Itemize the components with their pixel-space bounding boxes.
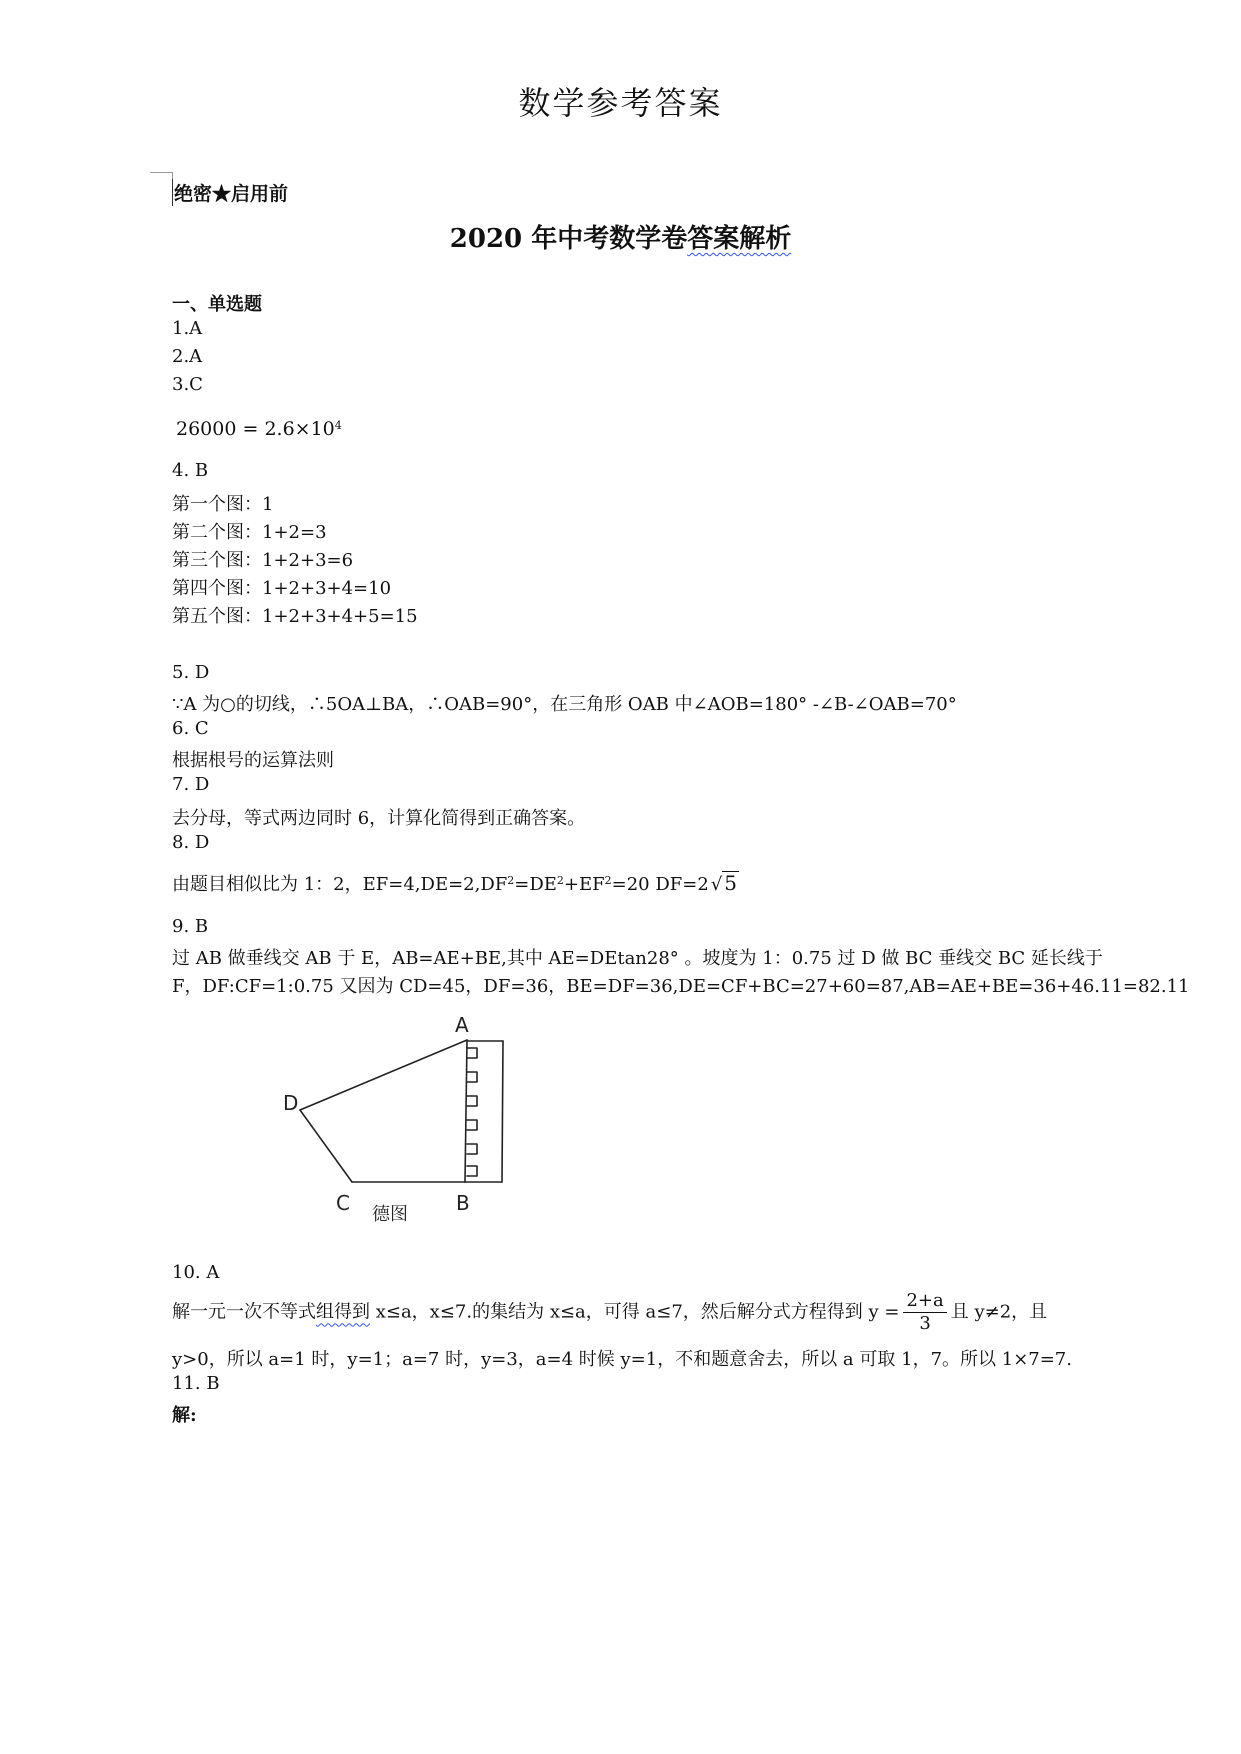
answer-1: 1.A [172, 318, 203, 339]
q8-expl-c: +EF [563, 874, 605, 895]
sqrt-symbol: √ 5 [710, 871, 738, 895]
answer-2: 2.A [172, 346, 203, 367]
q4-line-4: 第四个图：1+2+3+4=10 [172, 578, 392, 599]
q9-explanation-line-2: F，DF:CF=1:0.75 又因为 CD=45，DF=36，BE=DF=36,DE=CF+BC=27+60=87,AB=AE+BE=36+46.11=82.11 [172, 976, 1190, 997]
exam-title [0, 218, 1241, 255]
confidential-label: 绝密★启用前 [172, 179, 288, 206]
formula-q3-main: 26000 = 2.6×10 [176, 418, 335, 440]
q8-sup-1: 2 [507, 874, 515, 887]
answer-10: 10. A [172, 1262, 220, 1283]
tick-marks [467, 1048, 477, 1176]
exam-title-prefix: 2020 年中考数学卷 [449, 224, 688, 254]
formula-q3 [176, 418, 342, 440]
edge-DA [300, 1040, 467, 1110]
q4-line-3: 第三个图：1+2+3=6 [172, 550, 354, 571]
formula-q3-exp: 4 [334, 419, 342, 432]
corner-mark [150, 172, 173, 185]
sqrt-radicand: 5 [724, 871, 738, 895]
edge-AB [465, 1040, 467, 1182]
answer-9: 9. B [172, 916, 209, 937]
answer-8: 8. D [172, 832, 210, 853]
answer-11: 11. B [172, 1373, 220, 1394]
label-A: A [455, 1013, 469, 1037]
fraction-numerator: 2+a [903, 1290, 946, 1313]
q8-sup-2: 2 [556, 874, 564, 887]
q7-explanation: 去分母，等式两边同时 6，计算化简得到正确答案。 [172, 808, 586, 829]
label-B: B [456, 1191, 470, 1215]
q5-explanation: ∵A 为○的切线，∴5OA⊥BA，∴OAB=90°，在三角形 OAB 中∠AOB=180° -∠B-∠OAB=70° [172, 694, 957, 715]
q10-expl-1d: 且 y≠2，且 [950, 1301, 1048, 1323]
edge-DC [300, 1110, 352, 1182]
q8-expl-a: 由题目相似比为 1：2，EF=4,DE=2,DF [172, 874, 508, 895]
q8-sup-3: 2 [604, 874, 612, 887]
label-C: C [336, 1191, 350, 1215]
q10-expl-1c: x≤a，x≤7.的集结为 x≤a，可得 a≤7，然后解分式方程得到 y = [370, 1301, 900, 1323]
q10-expl-1b: 组得到 [316, 1301, 370, 1323]
q4-line-1: 第一个图：1 [172, 494, 274, 515]
q6-explanation: 根据根号的运算法则 [172, 750, 334, 771]
figure-caption: 德图 [372, 1204, 408, 1225]
right-edge [502, 1041, 503, 1182]
label-D: D [283, 1091, 299, 1115]
q8-explanation [172, 870, 739, 896]
answer-7: 7. D [172, 774, 210, 795]
q11-explanation: 解: [172, 1405, 197, 1426]
q9-explanation-line-1: 过 AB 做垂线交 AB 于 E，AB=AE+BE,其中 AE=DEtan28° 。坡度为 1：0.75 过 D 做 BC 垂线交 BC 延长线于 [172, 948, 1103, 969]
answer-6: 6. C [172, 718, 209, 739]
q8-expl-d: =20 DF=2 [611, 874, 709, 895]
q9-sketch-figure [280, 1010, 560, 1240]
answer-4: 4. B [172, 460, 209, 481]
section-heading: 一、单选题 [172, 294, 262, 315]
q8-expl-b: =DE [514, 874, 557, 895]
page-title: 数学参考答案 [518, 84, 723, 122]
fraction-denominator: 3 [919, 1313, 931, 1334]
answer-5: 5. D [172, 662, 210, 683]
q4-line-5: 第五个图：1+2+3+4+5=15 [172, 606, 418, 627]
q10-explanation-line-2: y>0，所以 a=1 时，y=1；a=7 时，y=3，a=4 时候 y=1，不和题意舍去，所以 a 可取 1，7。所以 1×7=7. [172, 1349, 1072, 1370]
q10-explanation-line-1 [172, 1290, 1047, 1335]
exam-title-suffix: 答案解析 [687, 224, 792, 254]
fraction [903, 1290, 946, 1335]
q4-line-2: 第二个图：1+2=3 [172, 522, 327, 543]
q10-expl-1a: 解一元一次不等式 [172, 1301, 316, 1323]
answer-3: 3.C [172, 374, 203, 395]
